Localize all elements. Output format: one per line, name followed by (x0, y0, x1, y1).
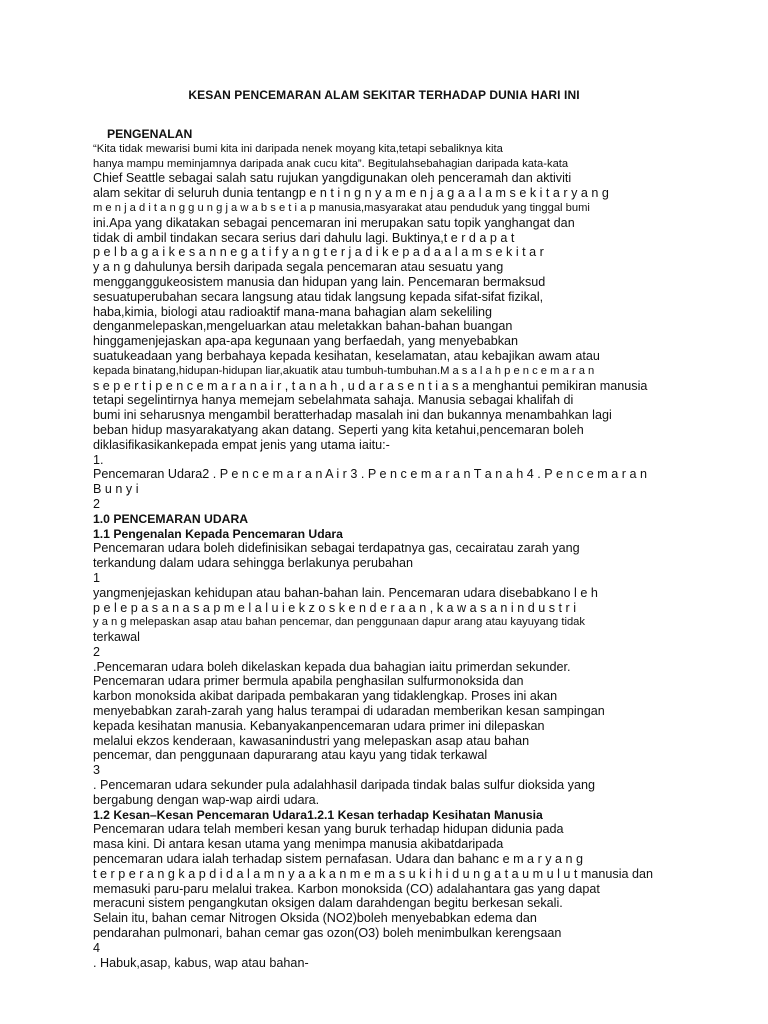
text-line: terkandung dalam udara sehingga berlakunya perubahan (93, 556, 413, 571)
text-line: 4 (93, 940, 101, 955)
section-heading: 1.0 PENCEMARAN UDARA (93, 511, 249, 526)
text-line: m e n j a d i t a n g g u n g j a w a b s e t i a p manusia,masyarakat atau penduduk yang tinggal bumi (93, 201, 590, 214)
document-body (93, 127, 653, 970)
text-line: sesuatuperubahan secara langsung atau tidak langsung kepada sifat-sifat fizikal, (93, 289, 544, 304)
text-line: Pencemaran Udara2 . P e n c e m a r a n A i r 3 . P e n c e m a r a n T a n a h 4 . P e n c e m a r a n (93, 467, 647, 482)
text-line: p e l b a g a i k e s a n n e g a t i f y a n g t e r j a d i k e p a d a a l a m s e k i t a r (93, 245, 544, 260)
text-line: pencemaran udara ialah terhadap sistem pernafasan. Udara dan bahanc e m a r y a n g (93, 852, 584, 867)
text-line: memasuki paru-paru melalui trakea. Karbon monoksida (CO) adalahantara gas yang dapat (93, 881, 600, 896)
text-line: bergabung dengan wap-wap airdi udara. (93, 792, 320, 807)
text-line: 3 (93, 763, 101, 778)
text-line: Pencemaran udara primer bermula apabila penghasilan sulfurmonoksida dan (93, 674, 524, 689)
text-line: denganmelepaskan,mengeluarkan atau meletakkan bahan-bahan buangan (93, 319, 513, 334)
text-line: s e p e r t i p e n c e m a r a n a i r , t a n a h , u d a r a s e n t i a s a menghantui pemikiran manusia (93, 378, 648, 393)
text-line: haba,kimia, biologi atau radioaktif mana-mana bahagian alam sekeliling (93, 304, 493, 319)
text-line: Pencemaran udara telah memberi kesan yang buruk terhadap hidupan didunia pada (93, 822, 564, 837)
text-line: y a n g melepaskan asap atau bahan pencemar, dan penggunaan dapur arang atau kayuyang tidak (93, 616, 585, 629)
text-line: Selain itu, bahan cemar Nitrogen Oksida (NO2)boleh menyebabkan edema dan (93, 911, 537, 926)
section-heading: 1.1 Pengenalan Kepada Pencemaran Udara (93, 526, 343, 541)
text-line: masa kini. Di antara kesan utama yang menimpa manusia akibatdaripada (93, 837, 504, 852)
text-line: hanya mampu meminjamnya daripada anak cucu kita”. Begitulahsebahagian daripada kata-kata (93, 157, 569, 170)
text-line: tidak di ambil tindakan secara serius dari dahulu lagi. Buktinya,t e r d a p a t (93, 230, 515, 245)
text-line: . Habuk,asap, kabus, wap atau bahan- (93, 955, 309, 970)
section-heading: PENGENALAN (107, 127, 193, 141)
text-line: pencemar, dan penggunaan dapurarang atau kayu yang tidak terkawal (93, 748, 488, 763)
text-line: . Pencemaran udara sekunder pula adalahhasil daripada tindak balas sulfur dioksida yang (93, 778, 595, 793)
text-line: kepada kesihatan manusia. Kebanyakanpencemaran udara primer ini dilepaskan (93, 718, 545, 733)
text-line: hinggamenjejaskan apa-apa kegunaan yang berfaedah, yang menyebabkan (93, 334, 519, 349)
text-line: mengganggukeosistem manusia dan hidupan yang lain. Pencemaran bermaksud (93, 274, 546, 289)
text-line: .Pencemaran udara boleh dikelaskan kepada dua bahagian iaitu primerdan sekunder. (93, 659, 571, 674)
text-line: kepada binatang,hidupan-hidupan liar,akuatik atau tumbuh-tumbuhan.M a s a l a h p e n c e m a r a n (93, 364, 595, 377)
text-line: 2 (93, 496, 101, 511)
document-title: KESAN PENCEMARAN ALAM SEKITAR TERHADAP DUNIA HARI INI (188, 88, 580, 102)
text-line: ini.Apa yang dikatakan sebagai pencemaran ini merupakan satu topik yanghangat dan (93, 215, 575, 230)
text-line: pendarahan pulmonari, bahan cemar gas ozon(O3) boleh menimbulkan kerengsaan (93, 926, 562, 941)
text-line: p e l e p a s a n a s a p m e l a l u i e k z o s k e n d e r a a n , k a w a s a n i n d u s t r i (93, 600, 576, 615)
text-line: 1. (93, 452, 104, 467)
text-line: 2 (93, 644, 101, 659)
text-line: y a n g dahulunya bersih daripada segala pencemaran atau sesuatu yang (93, 260, 504, 275)
text-line: diklasifikasikankepada empat jenis yang utama iaitu:- (93, 437, 390, 452)
text-line: terkawal (93, 630, 140, 645)
text-line: karbon monoksida akibat daripada pembakaran yang tidaklengkap. Proses ini akan (93, 689, 558, 704)
text-line: Chief Seattle sebagai salah satu rujukan yangdigunakan oleh penceramah dan aktiviti (93, 171, 572, 186)
text-line: “Kita tidak mewarisi bumi kita ini daripada nenek moyang kita,tetapi sebaliknya kita (93, 142, 503, 155)
text-line: beban hidup masyarakatyang akan datang. Seperti yang kita ketahui,pencemaran boleh (93, 422, 584, 437)
text-line: suatukeadaan yang berbahaya kepada kesihatan, keselamatan, atau kebajikan awam atau (93, 348, 600, 363)
text-line: Pencemaran udara boleh didefinisikan sebagai terdapatnya gas, cecairatau zarah yang (93, 541, 580, 556)
text-line: meracuni sistem pengangkutan oksigen dalam darahdengan begitu berkesan sekali. (93, 896, 563, 911)
section-heading: 1.2 Kesan–Kesan Pencemaran Udara1.2.1 Kesan terhadap Kesihatan Manusia (93, 807, 543, 822)
text-line: B u n y i (93, 482, 139, 497)
text-line: alam sekitar di seluruh dunia tentangp e n t i n g n y a m e n j a g a a l a m s e k i t a r y a n g (93, 186, 609, 201)
text-line: t e r p e r a n g k a p d i d a l a m n y a a k a n m e m a s u k i h i d u n g a t a u m u l u t manusia dan (93, 866, 653, 881)
text-line: tetapi segelintirnya hanya memejam sebelahmata sahaja. Manusia sebagai khalifah di (93, 393, 574, 408)
text-line: yangmenjejaskan kehidupan atau bahan-bahan lain. Pencemaran udara disebabkano l e h (93, 585, 598, 600)
text-line: menyebabkan zarah-zarah yang halus terampai di udaradan memberikan kesan sampingan (93, 704, 605, 719)
text-line: bumi ini seharusnya mengambil beratterhadap masalah ini dan bukannya menambahkan lagi (93, 408, 612, 423)
text-line: melalui ekzos kenderaan, kawasanindustri yang melepaskan asap atau bahan (93, 733, 530, 748)
text-line: 1 (93, 570, 101, 585)
